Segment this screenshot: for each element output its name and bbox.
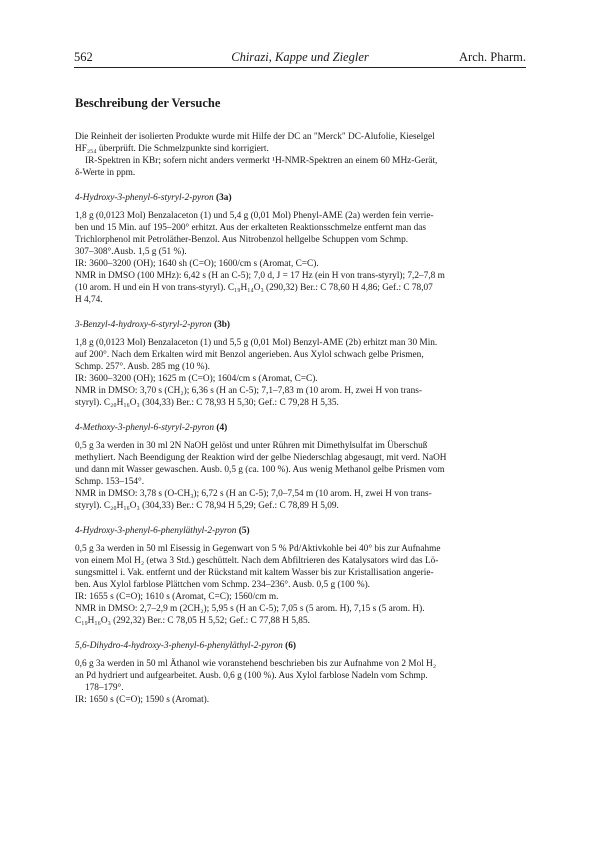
section-title: Beschreibung der Versuche <box>75 96 221 110</box>
procedure-line: NMR in DMSO: 2,7–2,9 m (2CH₂); 5,95 s (H an C-5); 7,05 s (5 arom. H), 7,15 s (5 arom. H). <box>75 604 425 614</box>
header-rule <box>74 67 526 68</box>
procedure-line: Trichlorphenol mit Petroläther-Benzol. Aus Nitrobenzol hellgelbe Schuppen vom Schmp. <box>75 235 409 245</box>
compound-heading <box>75 319 527 331</box>
compound-block <box>75 525 527 627</box>
intro-paragraph <box>75 131 527 179</box>
compound-procedure <box>75 658 527 706</box>
procedure-line: Schmp. 153–154°. <box>75 477 145 487</box>
procedure-line: styryl). C₂₀H₁₆O₃ (304,33) Ber.: C 78,94 H 5,29; Gef.: C 78,89 H 5,09. <box>75 501 339 511</box>
compound-label: (4) <box>216 423 228 433</box>
running-authors: Chirazi, Kappe und Ziegler <box>231 50 369 64</box>
journal-name: Arch. Pharm. <box>459 50 526 64</box>
procedure-line: 178–179°. <box>85 683 124 693</box>
compound-procedure <box>75 440 527 512</box>
compound-name: 4-Methoxy-3-phenyl-6-styryl-2-pyron <box>75 423 215 433</box>
compound-procedure <box>75 210 527 306</box>
compound-name: 5,6-Dihydro-4-hydroxy-3-phenyl-6-phenyläthyl-2-pyron <box>75 641 283 651</box>
compound-label: (6) <box>285 641 296 651</box>
procedure-line: und dann mit Wasser gewaschen. Ausb. 0,5 g (ca. 100 %). Aus wenig Methanol gelbe Prismen vom <box>75 465 445 475</box>
compound-name: 4-Hydroxy-3-phenyl-6-phenyläthyl-2-pyron <box>75 526 237 536</box>
procedure-line: 0,6 g 3a werden in 50 ml Äthanol wie voranstehend beschrieben bis zur Aufnahme von 2 Mol H₂ <box>75 659 437 669</box>
procedure-line: 1,8 g (0,0123 Mol) Benzalaceton (1) und 5,5 g (0,01 Mol) Benzyl-AME (2b) erhitzt man 30 Min. <box>75 338 438 348</box>
procedure-line: 1,8 g (0,0123 Mol) Benzalaceton (1) und 5,4 g (0,01 Mol) Phenyl-AME (2a) werden fein verrie- <box>75 211 434 221</box>
procedure-line: H 4,74. <box>75 295 103 305</box>
procedure-line: methyliert. Nach Beendigung der Reaktion wird der gelbe Niederschlag abgesaugt, mit verd. NaOH <box>75 453 447 463</box>
procedure-line: von einem Mol H₂ (etwa 3 Std.) geschüttelt. Nach dem Abfiltrieren des Katalysators wird das Lö- <box>75 556 439 566</box>
compound-procedure <box>75 543 527 627</box>
procedure-line: an Pd hydriert und aufgearbeitet. Ausb. 0,6 g (100 %). Aus Xylol farblose Nadeln vom Schmp. <box>75 671 428 681</box>
procedure-line: Schmp. 257°. Ausb. 285 mg (10 %). <box>75 362 210 372</box>
article-body <box>75 96 527 706</box>
procedure-line: 0,5 g 3a werden in 50 ml Eisessig in Gegenwart von 5 % Pd/Aktivkohle bei 40° bis zur Aufnahme <box>75 544 441 554</box>
compound-label: (3b) <box>213 320 230 330</box>
procedure-line: 307–308°.Ausb. 1,5 g (51 %). <box>75 247 187 257</box>
compound-heading <box>75 422 527 434</box>
procedure-line: NMR in DMSO: 3,78 s (O-CH₃); 6,72 s (H an C-5); 7,0–7,54 m (10 arom. H, zwei H von trans- <box>75 489 432 499</box>
procedure-line: NMR in DMSO (100 MHz): 6,42 s (H an C-5); 7,0 d, J = 17 Hz (ein H von trans-styryl); 7,2–7,8 m <box>75 271 445 281</box>
procedure-line: 0,5 g 3a werden in 30 ml 2N NaOH gelöst und unter Rühren mit Dimethylsulfat im Überschuß <box>75 441 428 451</box>
compound-name: 3-Benzyl-4-hydroxy-6-styryl-2-pyron <box>75 320 212 330</box>
compound-block <box>75 192 527 306</box>
compound-heading <box>75 192 527 204</box>
procedure-line: NMR in DMSO: 3,70 s (CH₂); 6,36 s (H an C-5); 7,1–7,83 m (10 arom. H, zwei H von trans- <box>75 386 422 396</box>
compound-heading <box>75 525 527 537</box>
compound-heading <box>75 640 527 652</box>
compound-block <box>75 422 527 512</box>
intro-line: HF₂₅₄ überprüft. Die Schmelzpunkte sind korrigiert. <box>75 144 269 154</box>
procedure-line: IR: 3600–3200 (OH); 1625 m (C=O); 1604/cm s (Aromat, C=C). <box>75 374 318 384</box>
procedure-line: styryl). C₂₀H₁₆O₃ (304,33) Ber.: C 78,93 H 5,30; Gef.: C 79,28 H 5,35. <box>75 398 339 408</box>
intro-line: δ-Werte in ppm. <box>75 168 136 178</box>
procedure-line: C₁₉H₁₆O₃ (292,32) Ber.: C 78,05 H 5,52; Gef.: C 77,88 H 5,85. <box>75 616 310 626</box>
compound-procedure <box>75 337 527 409</box>
compound-label: (5) <box>238 526 250 536</box>
procedure-line: IR: 3600–3200 (OH); 1640 sh (C=O); 1600/cm s (Aromat, C=C). <box>75 259 319 269</box>
procedure-line: IR: 1650 s (C=O); 1590 s (Aromat). <box>75 695 210 705</box>
intro-line: IR-Spektren in KBr; sofern nicht anders vermerkt ¹H-NMR-Spektren an einem 60 MHz-Gerät, <box>85 156 438 166</box>
running-header <box>74 50 526 66</box>
intro-line: Die Reinheit der isolierten Produkte wurde mit Hilfe der DC an "Merck" DC-Alufolie, Kieselgel <box>75 132 435 142</box>
procedure-line: ben und 15 Min. auf 195–200° erhitzt. Aus der erkalteten Reaktionsschmelze entfernt man das <box>75 223 426 233</box>
procedure-line: ben. Aus Xylol farblose Plättchen vom Schmp. 234–236°. Ausb. 0,5 g (100 %). <box>75 580 370 590</box>
page-number: 562 <box>74 50 93 64</box>
procedure-line: IR: 1655 s (C=O); 1610 s (Aromat, C=C); 1560/cm m. <box>75 592 279 602</box>
compound-block <box>75 640 527 706</box>
procedure-line: (10 arom. H und ein H von trans-styryl). C₁₉H₁₄O₃ (290,32) Ber.: C 78,60 H 4,86; Gef.: C 78,07 <box>75 283 433 293</box>
procedure-line: auf 200°. Nach dem Erkalten wird mit Benzol angerieben. Aus Xylol schwach gelbe Prismen, <box>75 350 424 360</box>
compound-block <box>75 319 527 409</box>
compound-label: (3a) <box>216 193 232 203</box>
compound-name: 4-Hydroxy-3-phenyl-6-styryl-2-pyron <box>75 193 214 203</box>
procedure-line: sungsmittel i. Vak. entfernt und der Rückstand mit kaltem Wasser bis zur Kristallisation angerie- <box>75 568 434 578</box>
